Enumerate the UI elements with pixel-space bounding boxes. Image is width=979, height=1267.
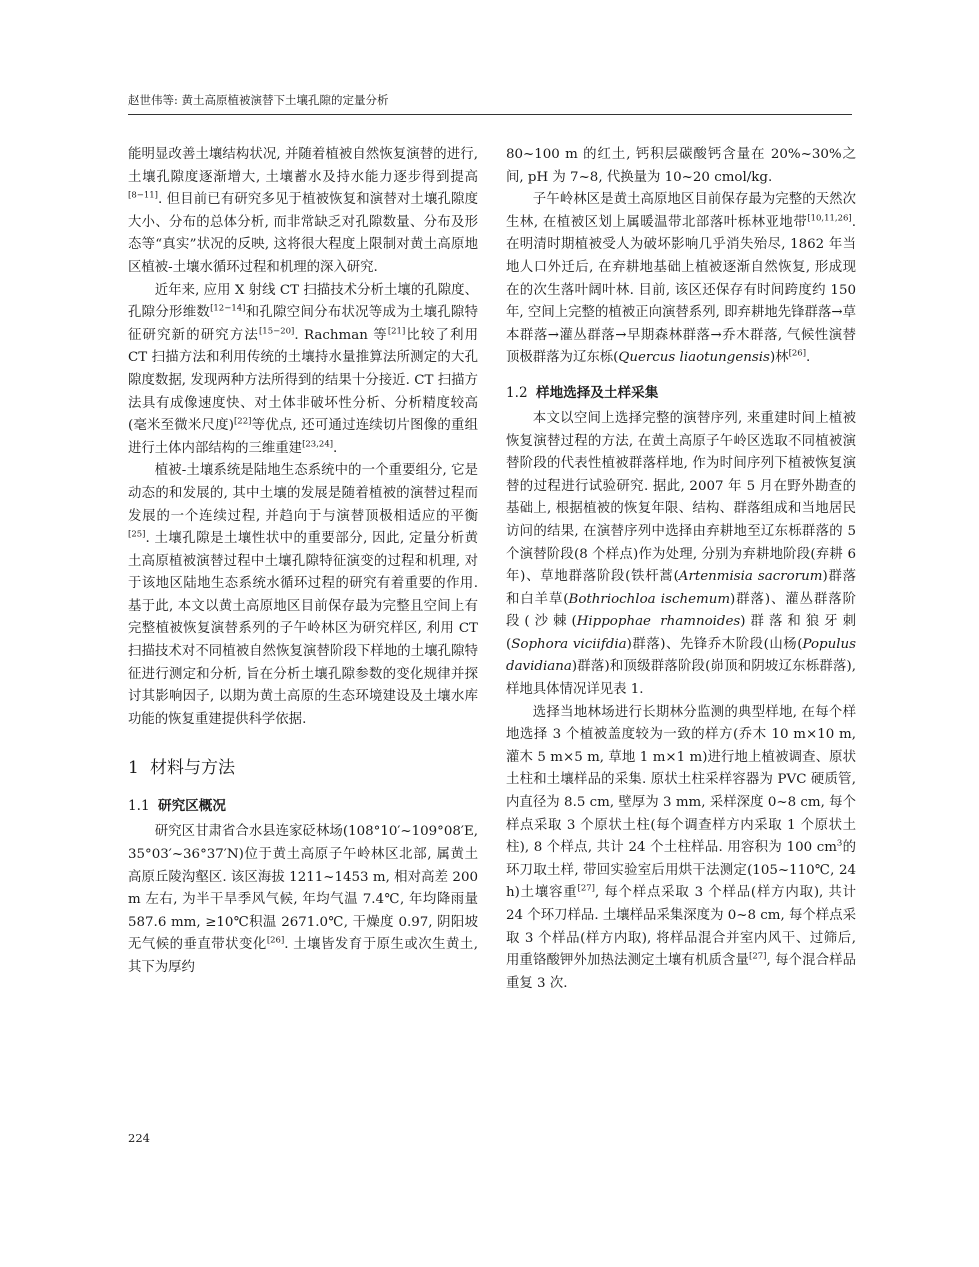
- superscript: 3: [836, 838, 843, 849]
- text-run: 比较了利用 CT 扫描方法和利用传统的土壤持水量推算法所测定的大孔隙度数据, 发现两种方法所得到的结果十分接近. CT 扫描方法具有成像速度快、对土体非破坏性分析、分析精度较高(毫米至微米尺度): [128, 327, 479, 434]
- section-heading-materials-methods: [128, 755, 478, 781]
- text-run: , 每个混合样品重复 3 次.: [506, 953, 857, 991]
- text-run: . 土壤皆发育于原生或次生黄土, 其下为厚约: [128, 937, 479, 975]
- text-run: 和孔隙空间分布状况等成为土壤孔隙特征研究新的研究方法: [128, 305, 479, 343]
- citation: [12−14]: [210, 303, 246, 314]
- paragraph-study-area-continued: [506, 144, 856, 189]
- page-number: 224: [128, 1131, 150, 1145]
- text-run: 80~100 m 的红土, 钙积层碳酸钙含量在 20%~30%之间, pH 为 7~8, 代换量为 10~20 cmol/kg.: [506, 147, 856, 185]
- section-title: 材料与方法: [150, 758, 235, 779]
- citation: [22]: [233, 416, 252, 427]
- text-run: . 但目前已有研究多见于植被恢复和演替对土壤孔隙度大小、分布的总体分析, 而非常缺乏对孔隙数量、分布及形态等“真实”状况的反映, 这将很大程度上限制对黄土高原地区植被-土壤水循环过程和机理的深入研究.: [128, 192, 478, 275]
- running-header: [128, 92, 852, 115]
- citation: [23,24]: [302, 439, 334, 450]
- subsection-heading-site-selection: [506, 382, 856, 404]
- species-name: Artenmisia sacrorum: [678, 569, 823, 585]
- section-number: 1.2: [506, 384, 528, 401]
- section-title: 样地选择及土样采集: [536, 384, 659, 401]
- paragraph-vegetation-soil: [128, 460, 478, 731]
- text-run: . 在明清时期植被受人为破坏影响几乎消失殆尽, 1862 年当地人口外迁后, 在弃耕地基础上植被逐渐自然恢复, 形成现在的次生落叶阔叶林. 目前, 该区还保存有时间跨度约 150 年, 空间上完整的植被正向演替系列, 即弃耕地先锋群落→草本群落→灌丛群落→早期森林群落→乔木群落, 气候性演替顶极群落为辽东栎(: [506, 214, 856, 366]
- text-run: )群落)和顶级群落阶段(峁顶和阴坡辽东栎群落), 样地具体情况详见表 1.: [506, 659, 856, 698]
- citation: [27]: [749, 951, 767, 962]
- section-number: 1.1: [128, 798, 150, 815]
- citation: [26]: [266, 935, 285, 946]
- paragraph-ct-methods: [128, 280, 478, 461]
- text-run: 的环刀取土样, 带回实验室后用烘干法测定(105~110℃, 24 h)土壤容重: [506, 840, 857, 901]
- page-footer: [128, 1131, 150, 1145]
- paragraph-ziwuling-forest: [506, 189, 856, 370]
- paragraph-study-area: [128, 821, 478, 979]
- citation: [25]: [128, 529, 146, 540]
- species-name: Quercus liaotungensis: [618, 350, 770, 366]
- section-title: 研究区概况: [158, 798, 226, 815]
- text-run: 植被-土壤系统是陆地生态系统中的一个重要组分, 它是动态的和发展的, 其中土壤的发展是随着植被的演替过程而发展的一个连续过程, 并趋向于与演替顶极相适应的平衡: [128, 463, 478, 524]
- text-run: 能明显改善土壤结构状况, 并随着植被自然恢复演替的进行, 土壤孔隙度逐渐增大, 土壤蓄水及持水能力逐步得到提高: [128, 147, 478, 185]
- paragraph-intro-continued: [128, 144, 478, 280]
- text-run: . Rachman 等: [294, 327, 388, 343]
- text-run: )群落和白羊草(: [506, 569, 857, 607]
- text-run: 本文以空间上选择完整的演替序列, 来重建时间上植被恢复演替过程的方法, 在黄土高原子午岭区选取不同植被演替阶段的代表性植被群落样地, 作为时间序列下植被恢复演替的过程进行试验研究. 据此, 2007 年 5 月在野外勘查的基础上, 根据植被的恢复年限、结构、群落组成和当地居民访问的结果, 在演替序列中选择由弃耕地至辽东栎群落的 5 个演替阶段(8 个样点)作为处理, 分别为弃耕地阶段(弃耕 6 年)、草地群落阶段(铁杆蒿(: [506, 410, 856, 585]
- text-run: 近年来, 应用 X 射线 CT 扫描技术分析土壤的孔隙度、孔隙分形维数: [128, 282, 478, 321]
- text-run: .: [333, 440, 338, 456]
- citation: [15−20]: [258, 326, 295, 337]
- species-name: Hippophae rhamnoides: [576, 614, 741, 630]
- running-title: 赵世伟等: 黄土高原植被演替下土壤孔隙的定量分析: [128, 93, 389, 107]
- text-run: 选择当地林场进行长期林分监测的典型样地, 在每个样地选择 3 个植被盖度较为一致的样方(乔木 10 m×10 m, 灌木 5 m×5 m, 草地 1 m×1 m)进行地上植被调查、原状土柱和土壤样品的采集. 原状土柱采样容器为 PVC 硬质管, 内直径为 8.5 cm, 壁厚为 3 mm, 采样深度 0~8 cm, 每个样点采取 3 个原状土柱(每个调查样方内采取 1 个原状土柱), 8 个样点, 共计 24 个土柱样品. 用容积为 100 cm: [506, 704, 856, 856]
- paragraph-sampling: [506, 702, 856, 996]
- text-run: . 土壤孔隙是土壤性状中的重要部分, 因此, 定量分析黄土高原植被演替过程中土壤孔隙特征演变的过程和机理, 对于该地区陆地生态系统水循环过程的研究有着重要的作用. 基于此, 本文以黄土高原地区目前保存最为完整且空间上有完整植被恢复演替系列的子午岭林区为研究样区, 利用 CT 扫描技术对不同植被自然恢复演替阶段下样地的土壤孔隙特征进行测定和分析, 旨在分析土壤孔隙参数的变化规律并探讨其影响因子, 以期为黄土高原的生态环境建设及土壤水库功能的恢复重建提供科学依据.: [128, 531, 478, 727]
- species-name: Populus davidiana: [506, 636, 856, 675]
- citation: [27]: [577, 883, 595, 894]
- citation: [8−11]: [128, 190, 158, 201]
- section-number: 1: [128, 758, 139, 779]
- text-run: 子午岭林区是黄土高原地区目前保存最为完整的天然次生林, 在植被区划上属暖温带北部落叶栎林亚地带: [506, 192, 856, 230]
- species-name: Sophora viciifdia: [511, 636, 627, 652]
- citation: [26]: [788, 348, 807, 359]
- text-run: )群落)、灌丛群落阶段(沙棘(: [506, 591, 856, 630]
- left-column: [128, 144, 478, 980]
- text-run: , 每个样点采取 3 个样品(样方内取), 共计 24 个环刀样品. 土壤样品采集深度为 0~8 cm, 每个样点采取 3 个样品(样方内取), 将样品混合并室内风干、过筛后, 用重铬酸钾外加热法测定土壤有机质含量: [506, 885, 856, 969]
- text-run: )群落和狼牙刺(: [506, 614, 856, 652]
- text-run: 等优点, 还可通过连续切片图像的重组进行土体内部结构的三维重建: [128, 418, 479, 456]
- species-name: Bothriochloa ischemum: [568, 591, 731, 607]
- citation: [10,11,26]: [807, 213, 852, 224]
- text-run: )林: [769, 350, 789, 366]
- text-run: )群落)、先锋乔木阶段(山杨(: [626, 636, 803, 652]
- subsection-heading-study-area: [128, 795, 478, 817]
- right-column: [506, 144, 856, 995]
- text-run: 研究区甘肃省合水县连家砭林场(108°10′~109°08′E, 35°03′~36°37′N)位于黄土高原子午岭林区北部, 属黄土高原丘陵沟壑区. 该区海拔 1211~1453 m, 相对高差 200 m 左右, 为半干旱季风气候, 年均气温 7.4℃, 年均降雨量 587.6 mm, ≥10℃积温 2671.0℃, 干燥度 0.97, 阴阳坡无气候的垂直带状变化: [128, 824, 478, 953]
- text-run: .: [806, 350, 811, 366]
- citation: [21]: [387, 326, 406, 337]
- paragraph-site-selection: [506, 408, 856, 702]
